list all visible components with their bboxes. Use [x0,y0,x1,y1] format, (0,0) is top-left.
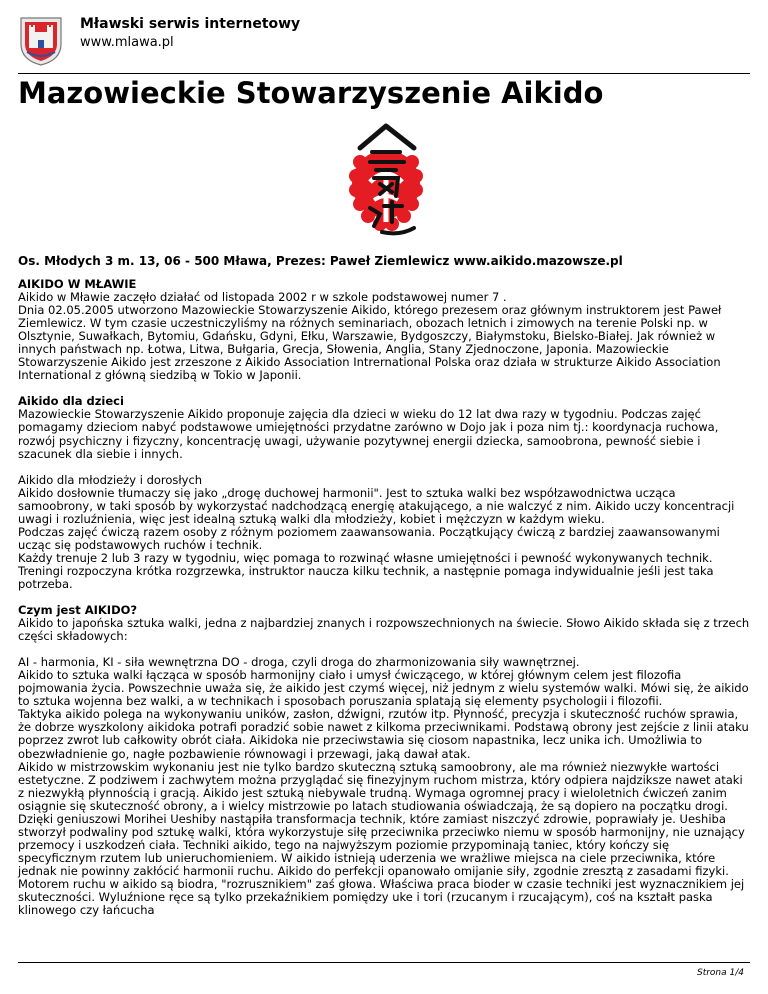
site-url[interactable]: www.mlawa.pl [80,35,174,50]
paragraph-line: Aikido w mistrzowskim wykonaniu jest nie tylko bardzo skuteczną sztuką samoobrony, ale ma również niezwykłe wartości estetyczne. Z podziwem i zachwytem można przyglądać się finezyjnym ruchom mistrza, który odpiera najdziksze nawet ataki z niezwykłą płynnością i gracją. Aikido jest sztuką niebywale trudną. Wymaga ogromnej pracy i wieloletnich ćwiczeń zanim osiągnie się skuteczność obrony, a i wielcy mistrzowie po latach studiowania oświadczają, że są dopiero na początku drogi. [18,759,743,813]
site-name: Mławski serwis internetowy [80,16,301,32]
paragraph-line: Aikido dla młodzieży i dorosłych [18,472,203,487]
paragraph-line: Podczas zajęć ćwiczą razem osoby z różnym poziomem zaawansowania. Początkujący ćwiczą z bardziej zaawansowanymi ucząc się podstawowych ruchów i technik. [18,524,720,552]
address-line: Os. Młodych 3 m. 13, 06 - 500 Mława, Prezes: Paweł Ziemlewicz www.aikido.mazowsze.pl [18,254,623,268]
section-aikido-description [18,656,750,917]
paragraph-line: Dnia 02.05.2005 utworzono Mazowieckie Stowarzyszenie Aikido, którego prezesem oraz głównym instruktorem jest Paweł Ziemlewicz. W tym czasie uczestniczyliśmy na różnych seminariach, obozach letnich i zimowych na terenie Polski np. w Olsztynie, Suwałkach, Bytomiu, Gdańsku, Gdyni, Ełku, Warszawie, Bydgoszczy, Białymstoku, Bielsko-Białej. Jak również w innych państwach np. Łotwa, Litwa, Bułgaria, Grecja, Słowenia, Anglia, Stany Zjednoczone, Japonia. Mazowieckie Stowarzyszenie Aikido jest zrzeszone z Aikido Association Intrernational Polska oraz działa w strukturze Aikido Association International z główną siedzibą w Tokio w Japonii. [18,303,722,383]
paragraph-line: Każdy trenuje 2 lub 3 razy w tygodniu, więc pomaga to rozwinąć własne umiejętności i pewność wykonywanych technik. Treningi rozpoczyna krótka rozgrzewka, instruktor naucza kilku technik, a następnie pomaga indywidualnie jeśli jest taka potrzeba. [18,550,714,591]
paragraph-line: Aikido to japońska sztuka walki, jedna z najbardziej znanych i rozpowszechnionych na świecie. Słowo Aikido składa się z trzech części składowych: [18,616,750,644]
section-mlawa [18,278,750,382]
section-children [18,395,750,460]
site-header [18,8,750,66]
paragraph-line: Mazowieckie Stowarzyszenie Aikido proponuje zajęcia dla dzieci w wieku do 12 lat dwa razy w tygodniu. Podczas zajęć pomagamy dzieciom nabyć podstawowe umiejętności przydatne zarówno w Dojo jak i poza nim tj.: koordynacja ruchowa, rozwój psychiczny i fizyczny, koncentrację uwagi, używanie pozytywnej energii dziecka, samoobrona, pewność siebie i szacunek dla siebie i innych. [18,407,719,461]
section-heading: Aikido dla dzieci [18,394,124,409]
paragraph-line: Aikido w Mławie zaczęło działać od listopada 2002 r w szkole podstawowej numer 7 . [18,290,507,305]
paragraph-line: Taktyka aikido polega na wykonywaniu uników, zasłon, dźwigni, rzutów itp. Płynność, precyzja i skuteczność ruchów sprawia, że dobrze wyszkolony aikidoka potrafi poradzić sobie nawet z kilkoma przeciwnikami. Podstawą obrony jest zejście z linii ataku poprzez zwrot lub całkowity obrót ciała. Aikidoka nie przeciwstawia się ciosom napastnika, lecz unika ich. Umożliwia to obezwładnienie go, nagłe pozbawienie równowagi i przewagi, jaką dawał atak. [18,707,749,761]
city-crest-icon[interactable] [18,14,64,66]
footer-divider [18,962,750,963]
paragraph-line: Dzięki geniuszowi Morihei Ueshiby nastąpiła transformacja technik, które zamiast niszczyć zdrowie, poprawiały je. Ueshiba stworzył podwaliny pod sztukę walki, która wykorzystuje siłę przeciwnika przeciwko niemu w sposób harmonijny, nie uznający przemocy i uszkodzeń ciała. Techniki aikido, tego na najwyższym poziomie przypominają taniec, który kończy się specyficznym rzutem lub unieruchomieniem. W aikido istnieją uderzenia we wrażliwe miejsca na ciele przeciwnika, które jednak nie powinny zakłócić harmonii ruchu. Aikido do perfekcji opanowało omijanie siły, zgodnie zresztą z zasadami fizyki. Motorem ruchu w aikido są biodra, "rozrusznikiem" zaś głowa. Właściwa praca bioder w czasie techniki jest wyznacznikiem jej skuteczności. Wyluźnione ręce są tylko przekaźnikiem pomiędzy uke i tori (rzucanym i rzucającym), coś na kształt paska klinowego czy łańcucha [18,811,745,918]
section-heading: AIKIDO W MŁAWIE [18,277,137,291]
page-number: Strona 1/4 [696,968,744,978]
article-body [18,278,750,930]
paragraph-line: Aikido dosłownie tłumaczy się jako „drogę duchowej harmonii". Jest to sztuka walki bez współzawodnictwa ucząca samoobrony, w taki sposób by wykorzystać nadchodzącą energię atakującego, a nie walczyć z nim. Aikido uczy koncentracji uwagi i rozluźnienia, więc jest idealną sztuką walki dla młodzieży, kobiet i mężczyzn w każdym wieku. [18,485,735,526]
paragraph-line: Aikido to sztuka walki łącząca w sposób harmonijny ciało i umysł ćwiczącego, w której głównym celem jest filozofia pojmowania życia. Powszechnie uważa się, że aikido jest czymś więcej, niż jednym z wielu systemów walki. Mówi się, że aikido to sztuka wojenna bez walki, a w technikach i sposobach poruszania splatają się elementy psychologii i filozofii. [18,668,749,709]
page-title: Mazowieckie Stowarzyszenie Aikido [18,76,604,110]
section-what-is-aikido [18,604,750,643]
section-heading: Czym jest AIKIDO? [18,603,138,618]
header-divider [18,73,750,74]
paragraph-line: AI - harmonia, KI - siła wewnętrzna DO - droga, czyli droga do zharmonizowania siły wawnętrznej. [18,655,580,670]
section-youth-adults [18,474,750,591]
aikido-emblem-icon [330,122,442,240]
